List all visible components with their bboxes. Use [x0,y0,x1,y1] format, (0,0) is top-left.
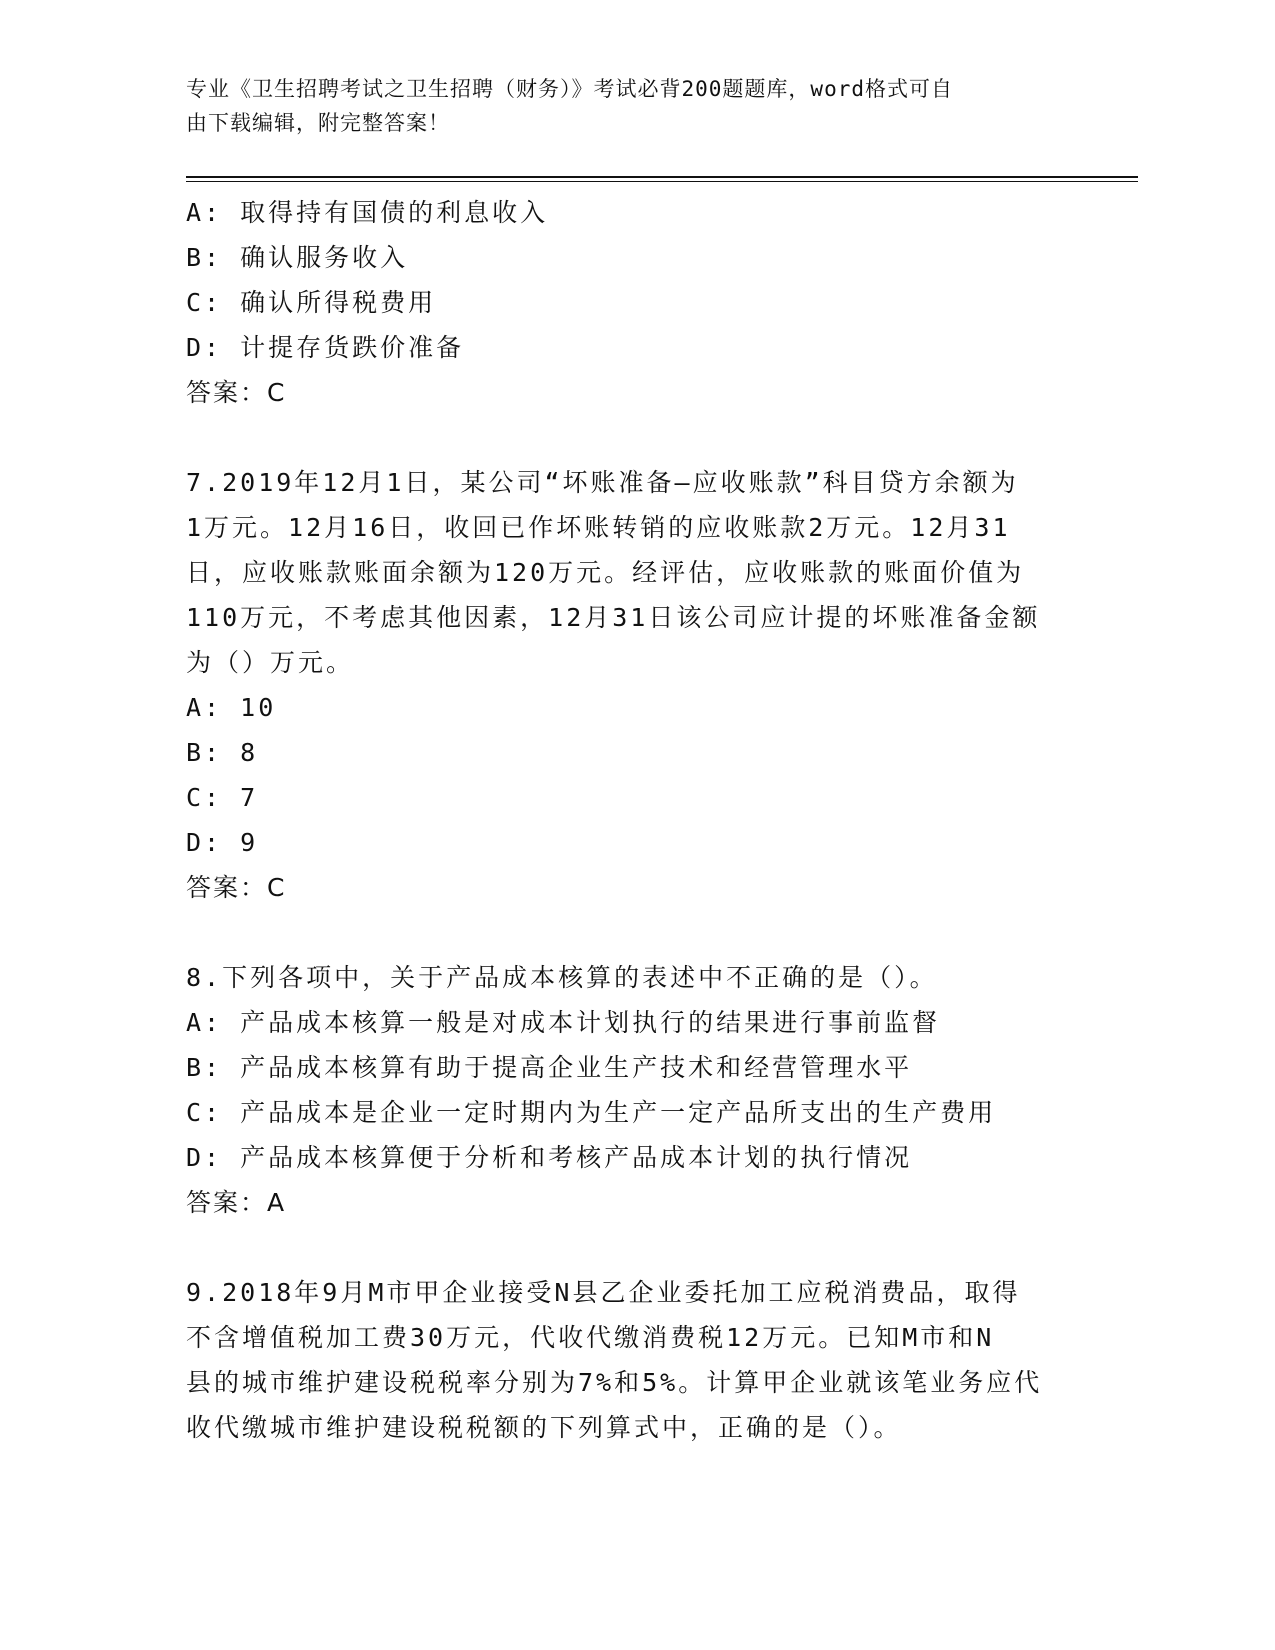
option-a: A: 取得持有国债的利息收入 [186,198,549,227]
question-text-line: 8.下列各项中，关于产品成本核算的表述中不正确的是（）。 [186,963,938,992]
header-line-2: 由下载编辑，附完整答案！ [186,111,450,135]
header-divider-thick [186,176,1138,178]
option-c: C: 确认所得税费用 [186,288,437,317]
question-text-line: 不含增值税加工费30万元，代收代缴消费税12万元。已知M市和N [186,1323,995,1352]
question-text-line: 9.2018年9月M市甲企业接受N县乙企业委托加工应税消费品，取得 [186,1278,1021,1307]
answer: 答案：C [186,873,287,902]
question-text-line: 收代缴城市维护建设税税额的下列算式中，正确的是（）。 [186,1413,902,1442]
option-d: D: 计提存货跌价准备 [186,333,465,362]
option-d: D: 9 [186,828,259,857]
answer: 答案：C [186,378,287,407]
question-text-line: 7.2019年12月1日，某公司“坏账准备—应收账款”科目贷方余额为 [186,468,1019,497]
header-divider-thin [186,181,1138,182]
document-header [186,72,1066,140]
question-text-line: 日，应收账款账面余额为120万元。经评估，应收账款的账面价值为 [186,558,1025,587]
option-c: C: 产品成本是企业一定时期内为生产一定产品所支出的生产费用 [186,1098,997,1127]
option-b: B: 8 [186,738,259,767]
question-text-line: 为（）万元。 [186,648,355,677]
spacer [186,910,1076,955]
answer: 答案：A [186,1188,287,1217]
spacer [186,415,1076,460]
question-text-line: 县的城市维护建设税税率分别为7%和5%。计算甲企业就该笔业务应代 [186,1368,1043,1397]
question-8 [186,955,1076,1225]
option-a: A: 产品成本核算一般是对成本计划执行的结果进行事前监督 [186,1008,941,1037]
header-line-1: 专业《卫生招聘考试之卫生招聘（财务）》考试必背200题题库，word格式可自 [186,77,953,101]
question-9 [186,1270,1076,1450]
option-a: A: 10 [186,693,277,722]
question-text-line: 110万元，不考虑其他因素，12月31日该公司应计提的坏账准备金额 [186,603,1041,632]
option-b: B: 确认服务收入 [186,243,409,272]
spacer [186,1225,1076,1270]
option-d: D: 产品成本核算便于分析和考核产品成本计划的执行情况 [186,1143,913,1172]
option-b: B: 产品成本核算有助于提高企业生产技术和经营管理水平 [186,1053,913,1082]
question-content [186,190,1076,1450]
option-c: C: 7 [186,783,259,812]
question-6 [186,190,1076,415]
question-text-line: 1万元。12月16日，收回已作坏账转销的应收账款2万元。12月31 [186,513,1011,542]
question-7 [186,460,1076,910]
